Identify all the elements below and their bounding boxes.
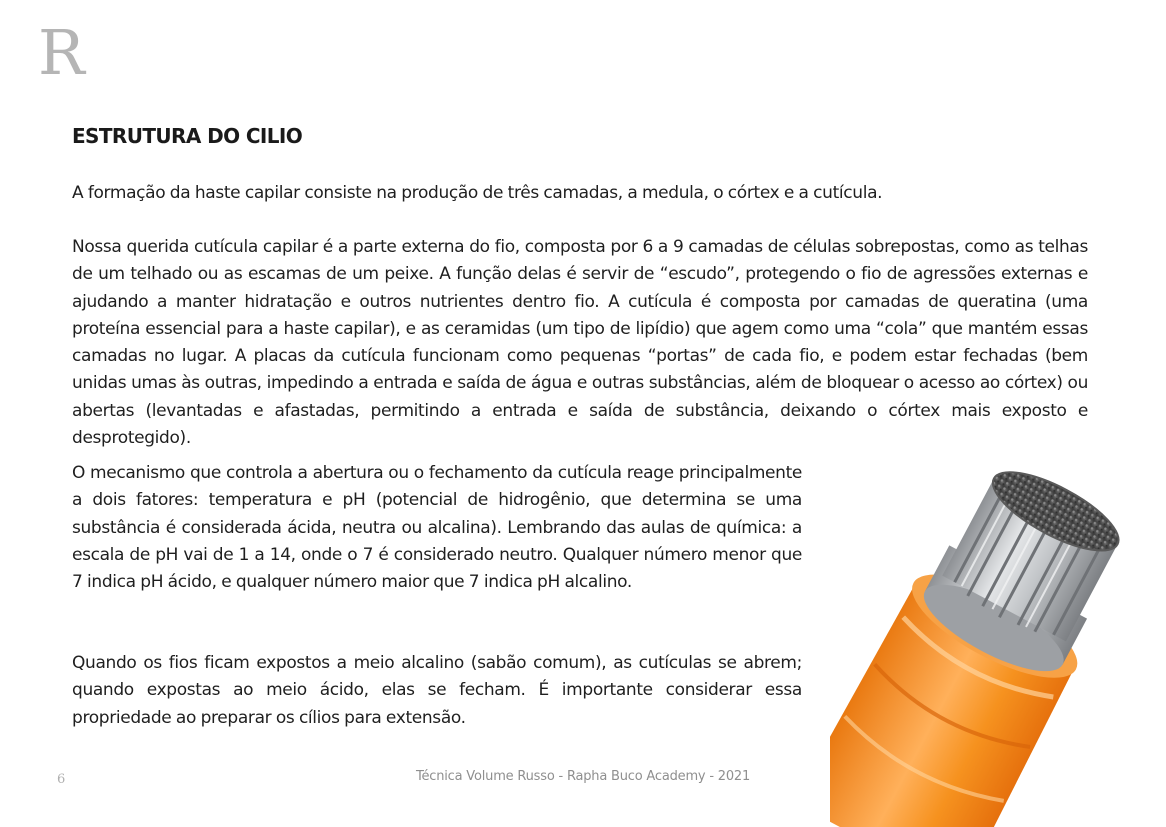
footer-text: Técnica Volume Russo - Rapha Buco Academy - 2021: [415, 769, 751, 784]
paragraph-cuticle: Nossa querida cutícula capilar é a parte externa do fio, composta por 6 a 9 camadas de células sobrepostas, como as telhas de um telhado ou as escamas de um peixe. A função delas é servir de “escudo”, protegendo o fio de agressões externas e ajudando a manter hidratação e outros nutrientes dentro fio. A cutícula é composta por camadas de queratina (uma proteína essencial para a haste capilar), e as ceramidas (um tipo de lipídio) que agem como uma “cola” que mantém essas camadas no lugar. A placas da cutícula funcionam como pequenas “portas” de cada fio, e podem estar fechadas (bem unidas umas às outras, impedindo a entrada e saída de água e outras substâncias, além de bloquear o acesso ao córtex) ou abertas (levantadas e afastadas, permitindo a entrada e saída de substância, deixando o córtex mais exposto e desprotegido).: [72, 237, 1088, 449]
paragraph-alkaline: Quando os fios ficam expostos a meio alcalino (sabão comum), as cutículas se abrem; quando expostas ao meio ácido, elas se fecham. É importante considerar essa propriedade ao preparar os cílios para extensão.: [72, 653, 802, 728]
page-title: ESTRUTURA DO CILIO: [72, 124, 303, 148]
page-number: 6: [57, 772, 66, 787]
paragraph-mechanism: O mecanismo que controla a abertura ou o fechamento da cutícula reage principalmente a dois fatores: temperatura e pH (potencial de hidrogênio, que determina se uma substância é considerada ácida, neutra ou alcalina). Lembrando das aulas de química: a escala de pH vai de 1 a 14, onde o 7 é considerado neutro. Qualquer número menor que 7 indica pH ácido, e qualquer número maior que 7 indica pH alcalino.: [72, 463, 802, 593]
paragraph-intro: A formação da haste capilar consiste na produção de três camadas, a medula, o córtex e a cutícula.: [72, 183, 883, 203]
brand-logo: R: [38, 16, 83, 89]
